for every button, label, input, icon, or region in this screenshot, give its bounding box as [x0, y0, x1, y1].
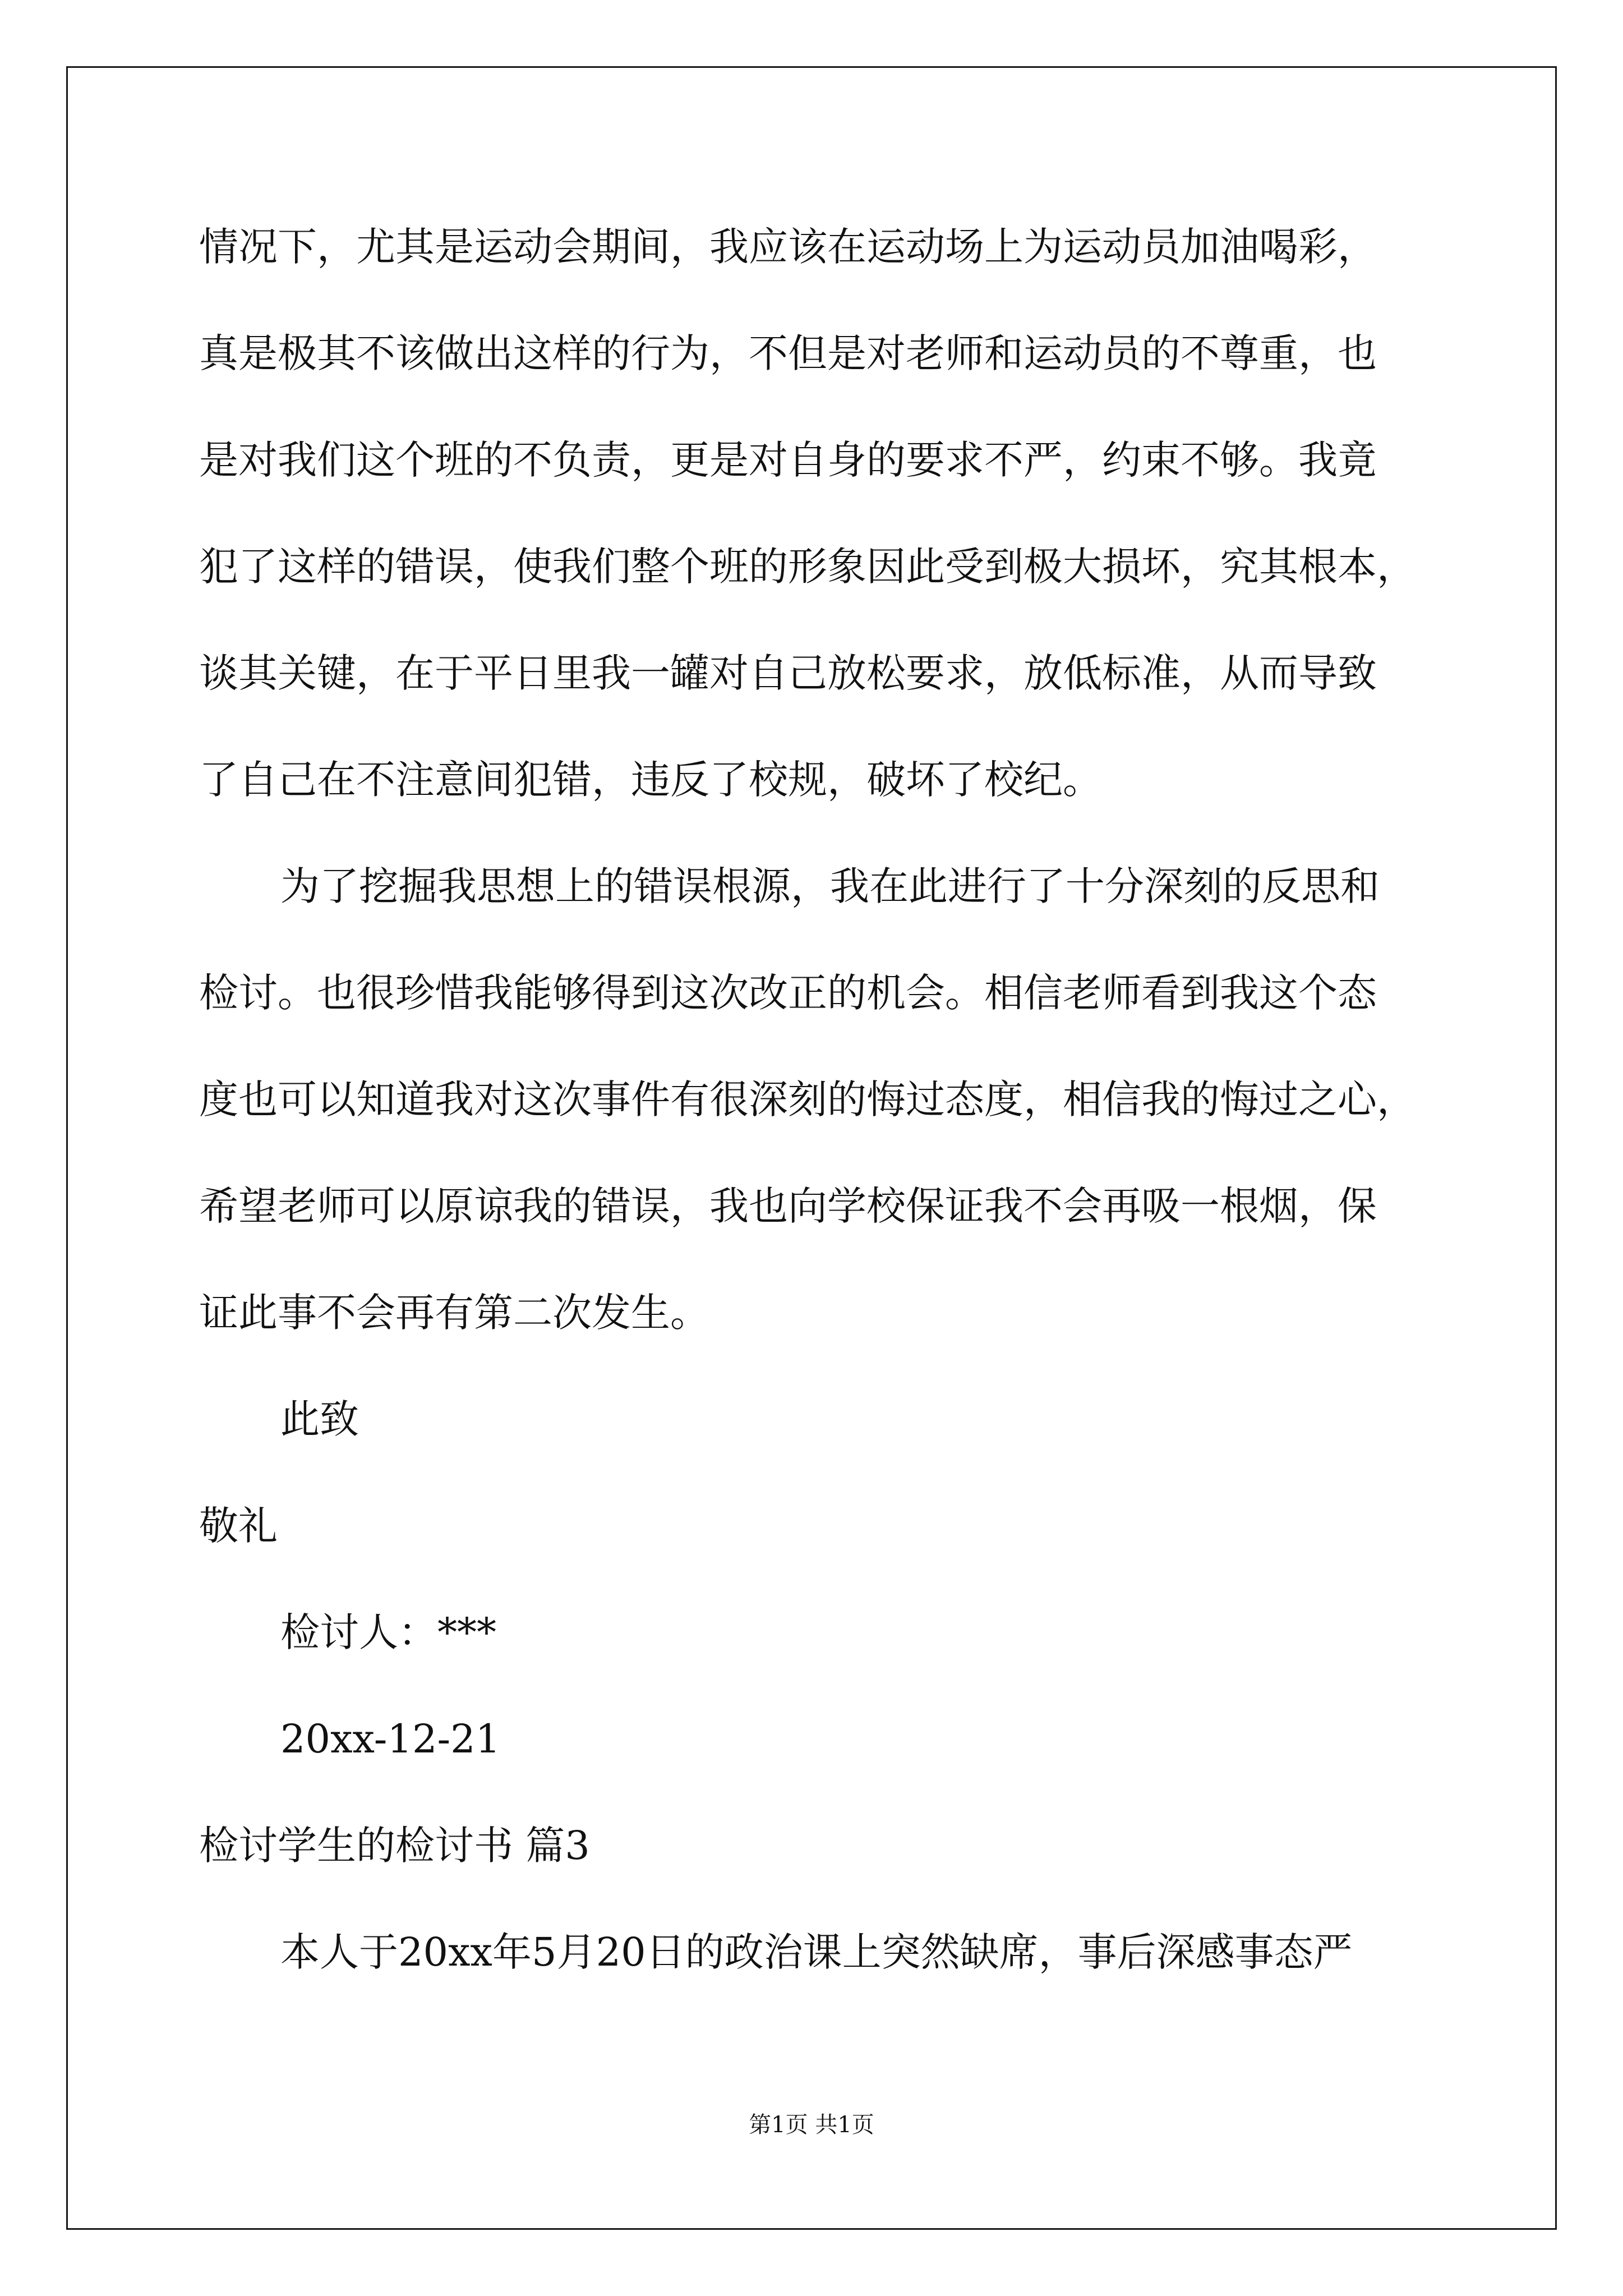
body-line: 证此事不会再有第二次发生。: [199, 1290, 709, 1336]
closing-regards: 敬礼: [199, 1503, 278, 1549]
body-line: 为了挖掘我思想上的错误根源，我在此进行了十分深刻的反思和: [280, 863, 1380, 909]
page-border: [66, 66, 1557, 2230]
signature-line: 检讨人：***: [280, 1609, 496, 1655]
body-line: 检讨。也很珍惜我能够得到这次改正的机会。相信老师看到我这个态: [199, 970, 1377, 1016]
body-line: 希望老师可以原谅我的错误，我也向学校保证我不会再吸一根烟，保: [199, 1183, 1377, 1229]
date-line: 20xx-12-21: [280, 1716, 501, 1762]
body-line: 度也可以知道我对这次事件有很深刻的悔过态度，相信我的悔过之心，: [199, 1076, 1416, 1122]
body-line: 本人于20xx年5月20日的政治课上突然缺席，事后深感事态严: [280, 1929, 1353, 1975]
body-line: 是对我们这个班的不负责，更是对自身的要求不严，约束不够。我竟: [199, 437, 1377, 483]
body-line: 犯了这样的错误，使我们整个班的形象因此受到极大损坏，究其根本，: [199, 544, 1416, 590]
closing-salutation: 此致: [280, 1396, 359, 1442]
page-footer: 第1页 共1页: [749, 2112, 874, 2138]
body-line: 真是极其不该做出这样的行为，不但是对老师和运动员的不尊重，也: [199, 330, 1377, 376]
body-line: 情况下，尤其是运动会期间，我应该在运动场上为运动员加油喝彩，: [199, 224, 1377, 270]
section-heading: 检讨学生的检讨书 篇3: [199, 1823, 590, 1869]
body-line: 谈其关键，在于平日里我一罐对自己放松要求，放低标准，从而导致: [199, 650, 1377, 696]
body-line: 了自己在不注意间犯错，违反了校规，破坏了校纪。: [199, 757, 1102, 803]
